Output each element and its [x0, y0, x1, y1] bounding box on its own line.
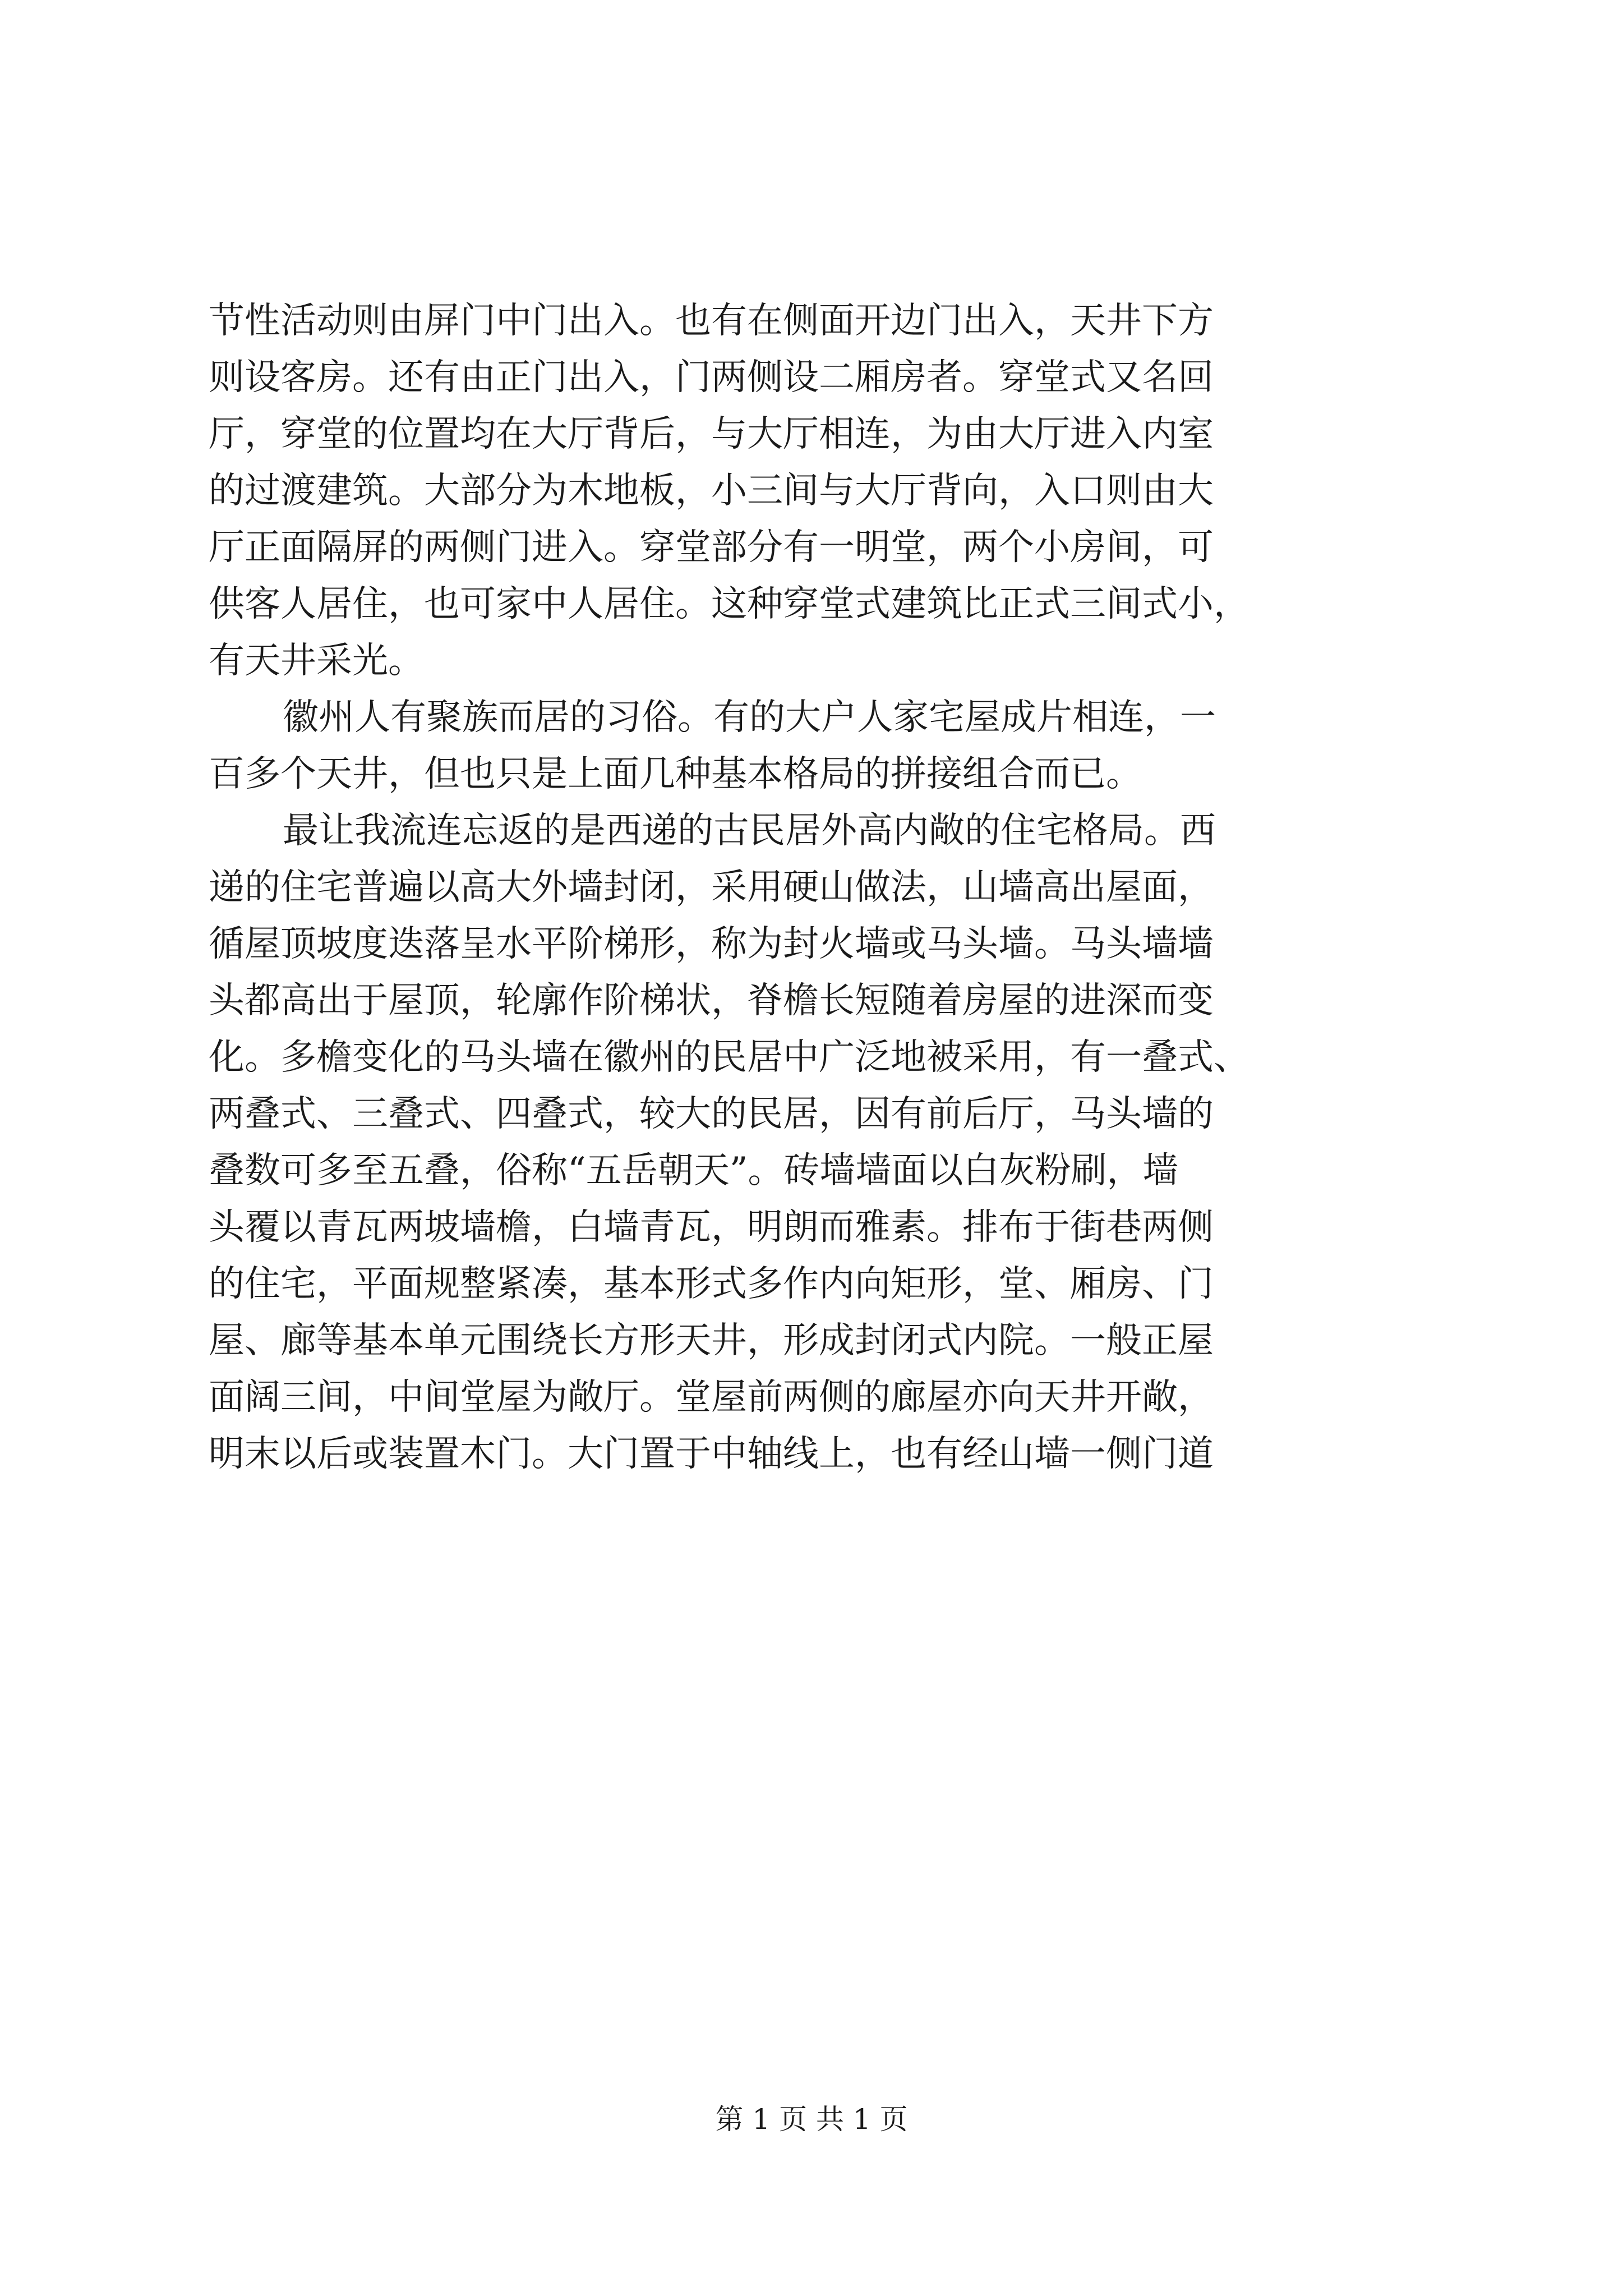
text-line: 百多个天井，但也只是上面几种基本格局的拼接组合而已。 [209, 753, 1142, 795]
text-line: 有天井采光。 [209, 640, 424, 682]
text-line: 两叠式、三叠式、四叠式，较大的民居，因有前后厅，马头墙的 [209, 1093, 1214, 1135]
text-line: 明末以后或装置木门。大门置于中轴线上，也有经山墙一侧门道 [209, 1433, 1214, 1475]
paragraph-3 [209, 803, 1414, 1483]
text-line: 则设客房。还有由正门出入，门两侧设二厢房者。穿堂式又名回 [209, 357, 1214, 398]
text-line: 头都高出于屋顶，轮廓作阶梯状，脊檐长短随着房屋的进深而变 [209, 980, 1214, 1022]
text-line: 最让我流连忘返的是西递的古民居外高内敞的住宅格局。西 [283, 810, 1216, 852]
text-line: 叠数可多至五叠，俗称“五岳朝天”。砖墙墙面以白灰粉刷，墙 [209, 1150, 1179, 1191]
text-line: 厅，穿堂的位置均在大厅背后，与大厅相连，为由大厅进入内室 [209, 413, 1214, 455]
document-body [209, 293, 1414, 1483]
page-footer: 第 1 页 共 1 页 [715, 2103, 908, 2136]
text-line: 的住宅，平面规整紧凑，基本形式多作内向矩形，堂、厢房、门 [209, 1263, 1214, 1305]
text-line: 厅正面隔屏的两侧门进入。穿堂部分有一明堂，两个小房间，可 [209, 527, 1214, 568]
text-line: 化。多檐变化的马头墙在徽州的民居中广泛地被采用，有一叠式、 [209, 1037, 1249, 1078]
text-line: 递的住宅普遍以高大外墙封闭，采用硬山做法，山墙高出屋面， [209, 867, 1214, 908]
paragraph-2 [209, 689, 1414, 803]
text-line: 节性活动则由屏门中门出入。也有在侧面开边门出入，天井下方 [209, 300, 1214, 342]
paragraph-1 [209, 293, 1414, 689]
text-line: 的过渡建筑。大部分为木地板，小三间与大厅背向，入口则由大 [209, 470, 1214, 512]
text-line: 头覆以青瓦两坡墙檐，白墙青瓦，明朗而雅素。排布于街巷两侧 [209, 1207, 1214, 1248]
text-line: 徽州人有聚族而居的习俗。有的大户人家宅屋成片相连，一 [283, 697, 1216, 738]
text-line: 面阔三间，中间堂屋为敞厅。堂屋前两侧的廊屋亦向天井开敞， [209, 1377, 1214, 1418]
text-line: 屋、廊等基本单元围绕长方形天井，形成封闭式内院。一般正屋 [209, 1320, 1214, 1361]
text-line: 供客人居住，也可家中人居住。这种穿堂式建筑比正式三间式小， [209, 583, 1249, 625]
text-line: 循屋顶坡度迭落呈水平阶梯形，称为封火墙或马头墙。马头墙墙 [209, 923, 1214, 965]
